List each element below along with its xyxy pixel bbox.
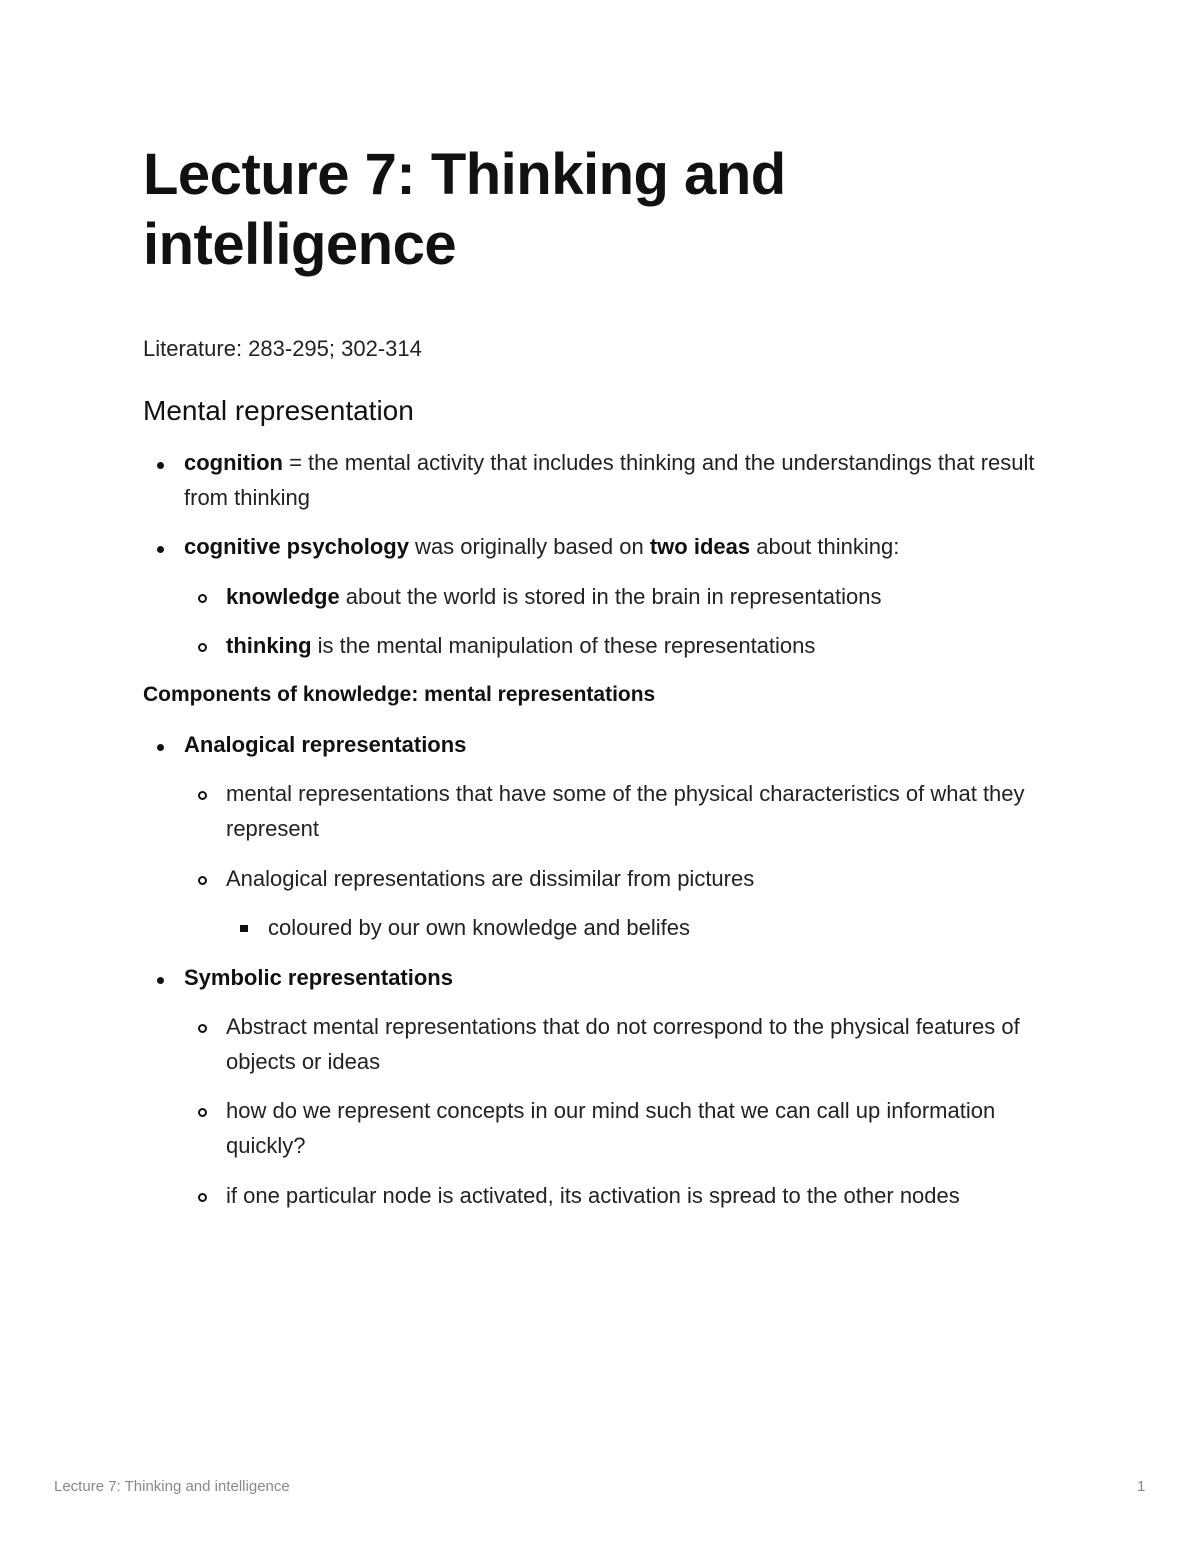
list-item-cognitive-psychology: [184, 529, 1064, 564]
list-item-analogical-pictures: Analogical representations are dissimilar from pictures: [226, 866, 755, 891]
term-text: was originally based on: [408, 534, 650, 559]
footer-title: Lecture 7: Thinking and intelligence: [54, 1478, 290, 1495]
term-text: about thinking:: [750, 534, 900, 559]
list-item-symbolic-definition: Abstract mental representations that do not correspond to the physical features of objects or ideas: [226, 1014, 1020, 1074]
term-bold: two ideas: [649, 534, 751, 559]
bullet-circle: [198, 876, 207, 885]
term-definition: = the mental activity that includes thinking and the understandings that result from thinking: [184, 450, 1035, 510]
bullet-disc: [157, 744, 164, 751]
section-heading: Mental representation: [143, 395, 414, 426]
list-item-symbolic: [184, 960, 1064, 995]
bullet-disc: [157, 546, 164, 553]
list-item-analogical: [184, 727, 1064, 762]
term-text: about the world is stored in the brain in representations: [339, 584, 882, 609]
list-item-knowledge: [226, 579, 1056, 614]
term-bold: thinking: [226, 633, 312, 658]
bullet-square: [240, 925, 248, 932]
page-number: 1: [1137, 1478, 1146, 1495]
bullet-disc: [157, 977, 164, 984]
list-item-symbolic-activation: if one particular node is activated, its activation is spread to the other nodes: [226, 1183, 960, 1208]
bullet-circle: [198, 791, 207, 800]
bullet-circle: [198, 1024, 207, 1033]
list-item-thinking: [226, 628, 1056, 663]
bullet-circle: [198, 594, 207, 603]
term-text: is the mental manipulation of these representations: [311, 633, 816, 658]
symbolic-label: Symbolic representations: [184, 965, 453, 990]
bullet-circle: [198, 1108, 207, 1117]
page-title: Lecture 7: Thinking and intelligence: [143, 142, 786, 277]
bullet-disc: [157, 462, 164, 469]
analogical-label: Analogical representations: [184, 732, 467, 757]
term-bold: cognitive psychology: [184, 534, 409, 559]
list-item-cognition: [184, 445, 1064, 515]
list-item-analogical-coloured: coloured by our own knowledge and belifes: [268, 915, 690, 940]
components-heading: Components of knowledge: mental representations: [143, 683, 656, 706]
list-item-analogical-definition: mental representations that have some of the physical characteristics of what they represent: [226, 781, 1025, 841]
list-item-symbolic-concepts: how do we represent concepts in our mind such that we can call up information quickly?: [226, 1098, 996, 1158]
bullet-circle: [198, 643, 207, 652]
literature-reference: Literature: 283-295; 302-314: [143, 336, 422, 361]
term-bold: cognition: [184, 450, 283, 475]
term-bold: knowledge: [226, 584, 340, 609]
bullet-circle: [198, 1193, 207, 1202]
